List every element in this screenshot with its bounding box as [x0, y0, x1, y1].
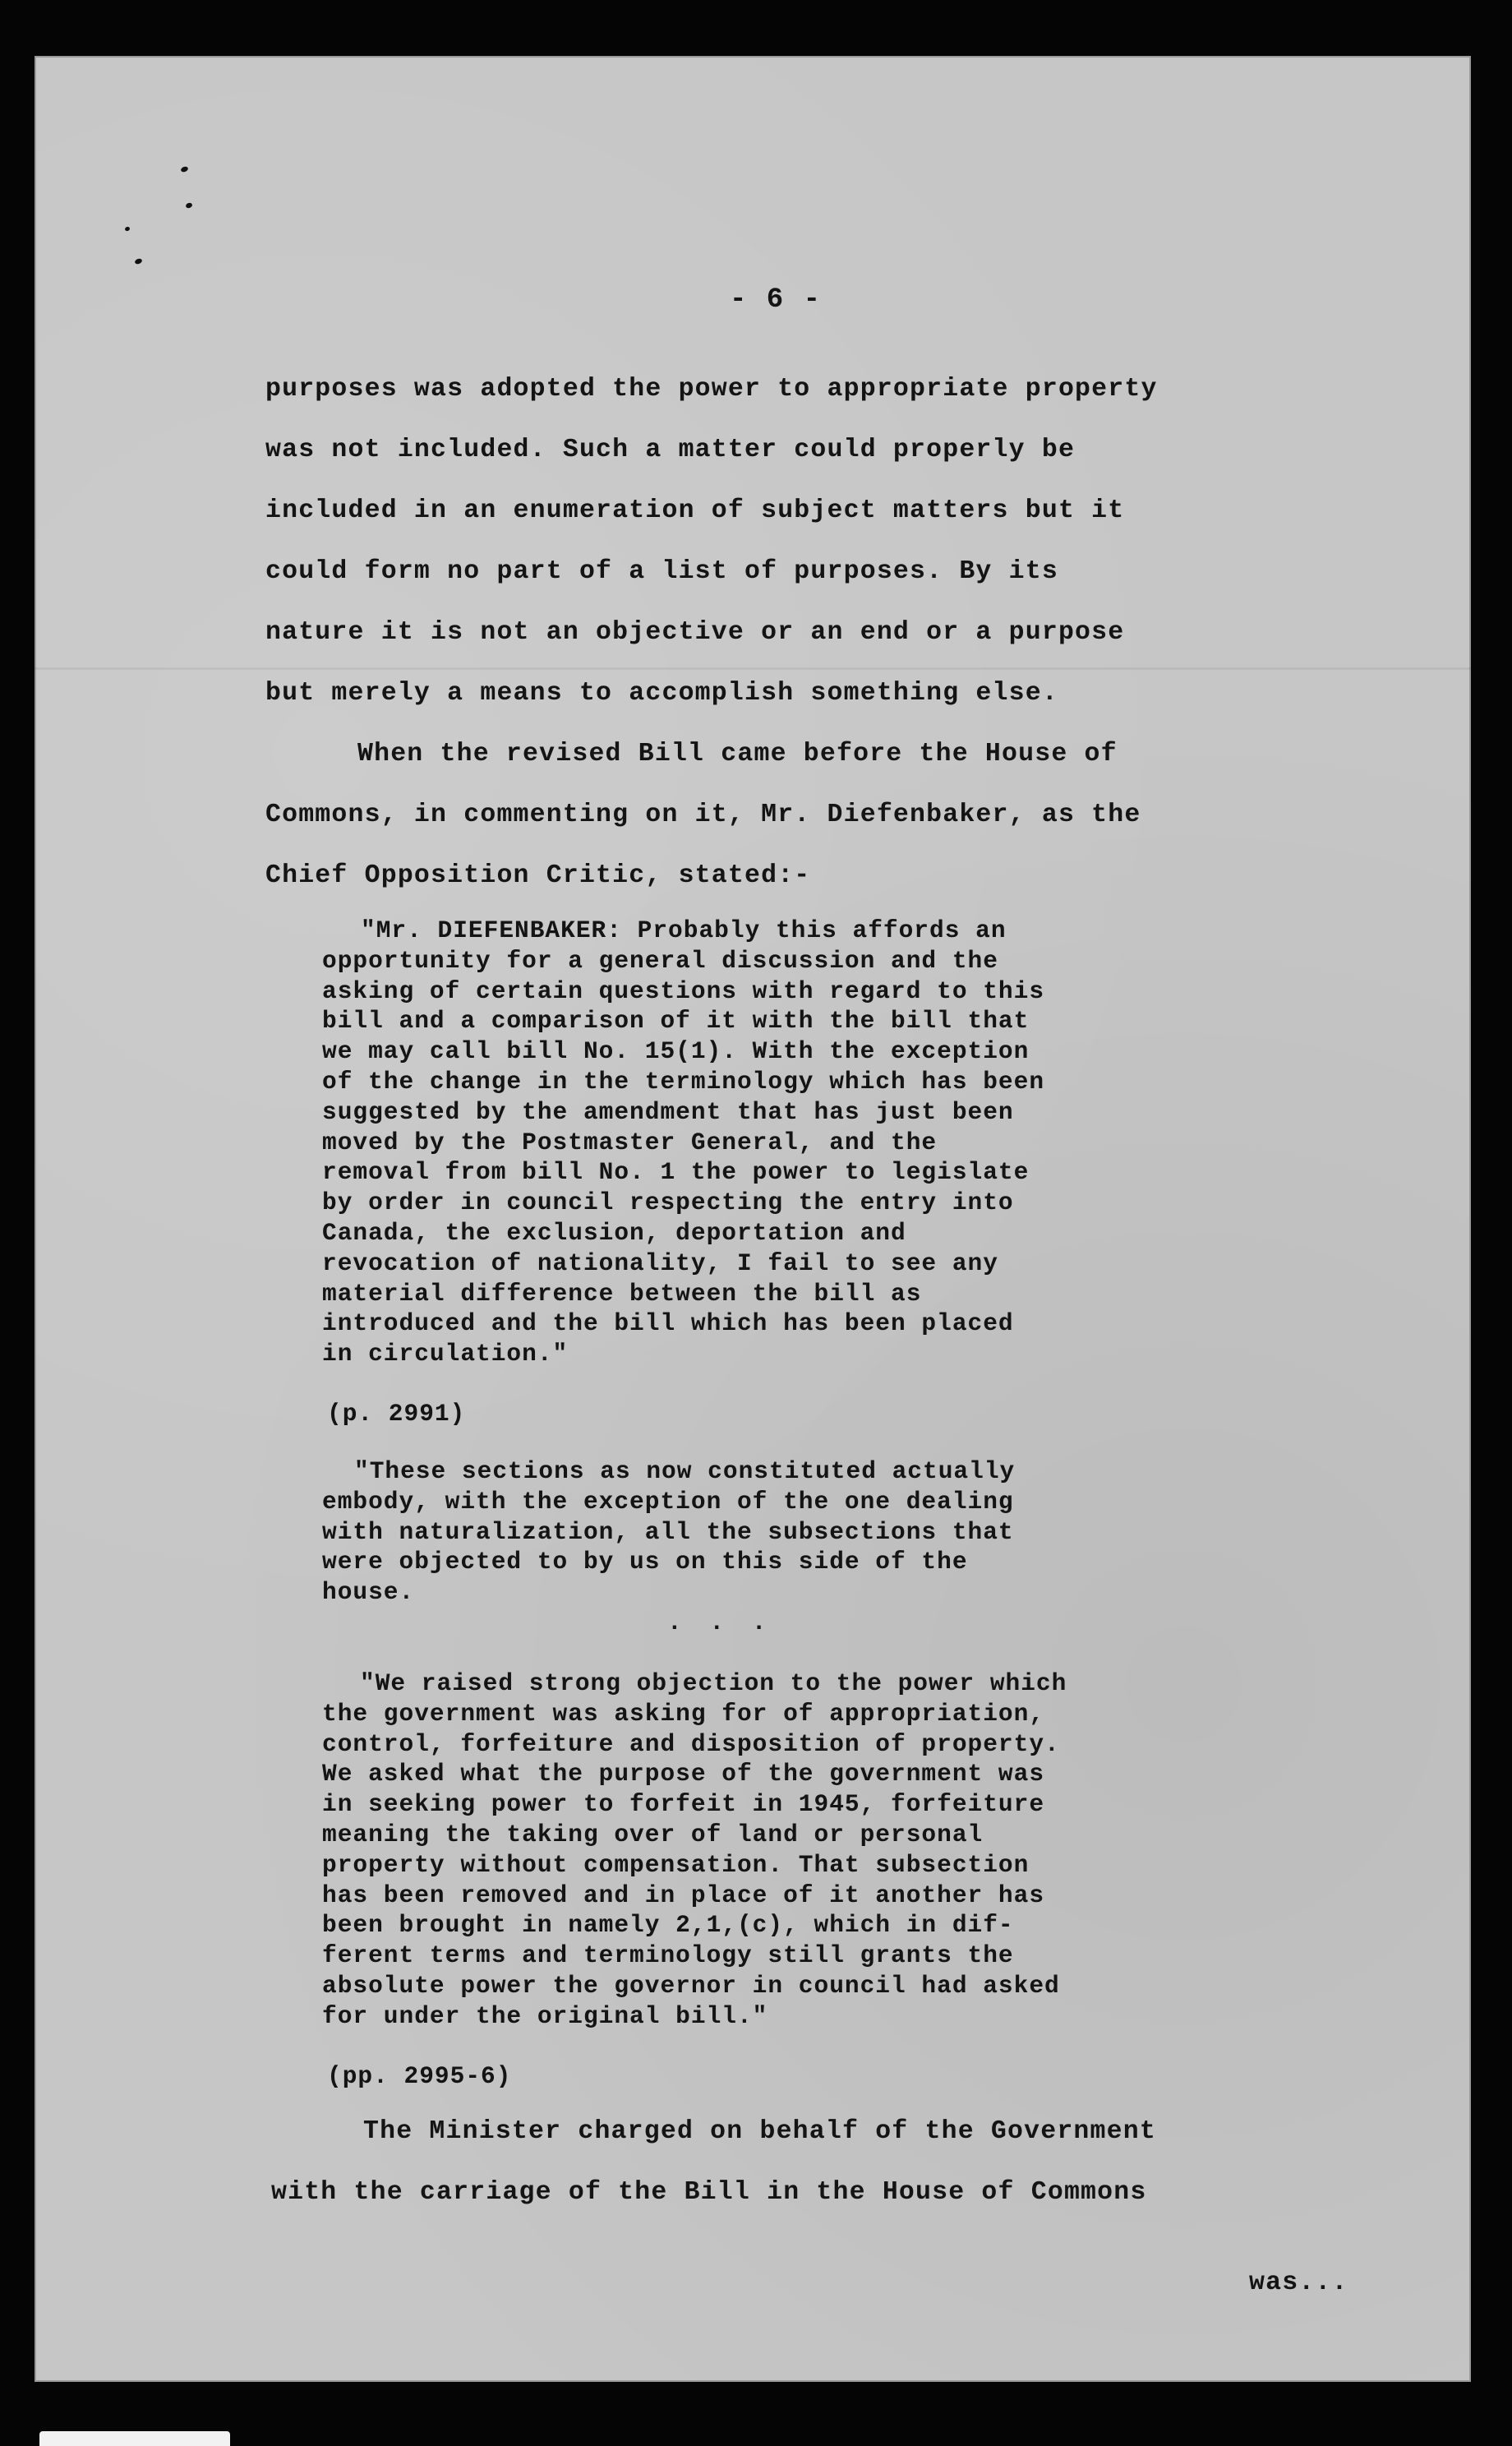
- quote-line: asking of certain questions with regard to this: [322, 976, 1045, 1005]
- quote-line: ferent terms and terminology still grants the: [322, 1941, 1014, 1970]
- quote-line: opportunity for a general discussion and the: [322, 946, 998, 975]
- quote-line: suggested by the amendment that has just been: [322, 1097, 1014, 1126]
- text-line: Chief Opposition Critic, stated:-: [265, 861, 811, 890]
- citation: (p. 2991): [327, 1400, 466, 1428]
- ellipsis-separator: . . .: [667, 1608, 773, 1636]
- quote-line: introduced and the bill which has been placed: [322, 1309, 1014, 1338]
- quote-line: bill and a comparison of it with the bill that: [322, 1007, 1030, 1036]
- quote-line: been brought in namely 2,1,(c), which in dif-: [322, 1911, 1014, 1940]
- quote-line: removal from bill No. 1 the power to legislate: [322, 1158, 1030, 1187]
- quote-line: "We raised strong objection to the power which: [360, 1669, 1067, 1697]
- quote-line: in circulation.": [322, 1340, 569, 1368]
- quote-line: with naturalization, all the subsections that: [322, 1517, 1014, 1546]
- text-line: included in an enumeration of subject matters but it: [265, 496, 1125, 525]
- quote-line: Canada, the exclusion, deportation and: [322, 1218, 906, 1247]
- page-fold-line: [35, 667, 1471, 670]
- quote-line: "These sections as now constituted actually: [354, 1457, 1016, 1485]
- text-line: but merely a means to accomplish something else.: [265, 679, 1058, 708]
- catchword: was...: [1249, 2268, 1348, 2297]
- text-line: purposes was adopted the power to appropriate property: [265, 375, 1158, 404]
- quote-block-3: [322, 1668, 1067, 2032]
- quote-line: material difference between the bill as: [322, 1279, 922, 1308]
- scan-edge-tab: [39, 2431, 230, 2446]
- quote-line: absolute power the governor in council had asked: [322, 1971, 1060, 2000]
- quote-line: revocation of nationality, I fail to see any: [322, 1248, 998, 1277]
- text-line: was not included. Such a matter could properly be: [265, 436, 1076, 464]
- quote-line: property without compensation. That subsection: [322, 1850, 1030, 1879]
- quote-line: embody, with the exception of the one dealing: [322, 1487, 1014, 1516]
- quote-line: "Mr. DIEFENBAKER: Probably this affords an: [361, 916, 1007, 944]
- text-line: Commons, in commenting on it, Mr. Diefenbaker, as the: [265, 801, 1141, 829]
- quote-line: house.: [322, 1578, 415, 1607]
- quote-line: the government was asking for of appropriation,: [322, 1699, 1045, 1728]
- quote-block-1: [322, 916, 1044, 1369]
- text-line: nature it is not an objective or an end or a purpose: [265, 618, 1125, 647]
- citation: (pp. 2995-6): [327, 2062, 512, 2090]
- quote-line: has been removed and in place of it another has: [322, 1881, 1045, 1909]
- quote-line: moved by the Postmaster General, and the: [322, 1128, 938, 1156]
- text-line: with the carriage of the Bill in the House of Commons: [271, 2178, 1147, 2207]
- text-line: could form no part of a list of purposes. By its: [265, 557, 1058, 586]
- quote-line: in seeking power to forfeit in 1945, forfeiture: [322, 1790, 1045, 1819]
- quote-block-2: [322, 1456, 1015, 1608]
- page-number: - 6 -: [730, 284, 823, 316]
- quote-line: were objected to by us on this side of the: [322, 1548, 968, 1576]
- quote-line: of the change in the terminology which has been: [322, 1067, 1045, 1096]
- quote-line: meaning the taking over of land or personal: [322, 1820, 984, 1848]
- text-line: The Minister charged on behalf of the Government: [363, 2117, 1156, 2146]
- quote-line: by order in council respecting the entry into: [322, 1188, 1014, 1217]
- text-line: When the revised Bill came before the House of: [357, 740, 1118, 768]
- quote-line: We asked what the purpose of the government was: [322, 1760, 1045, 1788]
- quote-line: control, forfeiture and disposition of property.: [322, 1729, 1060, 1758]
- quote-line: for under the original bill.": [322, 2001, 768, 2030]
- quote-line: we may call bill No. 15(1). With the exception: [322, 1037, 1030, 1066]
